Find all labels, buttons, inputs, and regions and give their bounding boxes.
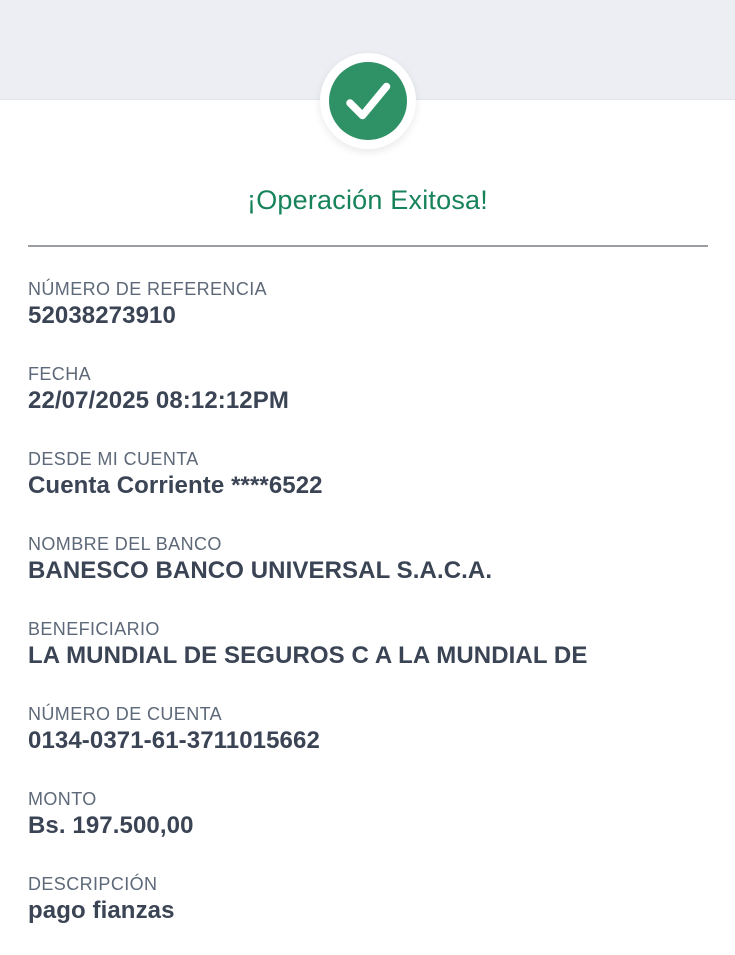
field-reference-number <box>28 278 707 331</box>
field-label: NÚMERO DE REFERENCIA <box>28 279 268 299</box>
field-value: BANESCO BANCO UNIVERSAL S.A.C.A. <box>28 557 493 584</box>
page-title: ¡Operación Exitosa! <box>247 185 488 215</box>
field-beneficiary <box>28 618 707 671</box>
field-label: DESCRIPCIÓN <box>28 874 158 894</box>
field-amount <box>28 788 707 841</box>
field-bank-name <box>28 533 707 586</box>
success-badge <box>320 53 416 149</box>
field-account-number <box>28 703 707 756</box>
field-value: 22/07/2025 08:12:12PM <box>28 387 289 414</box>
field-description <box>28 873 707 926</box>
field-label: NÚMERO DE CUENTA <box>28 704 223 724</box>
field-label: NOMBRE DEL BANCO <box>28 534 222 554</box>
field-value: LA MUNDIAL DE SEGUROS C A LA MUNDIAL DE <box>28 642 588 669</box>
field-date <box>28 363 707 416</box>
field-value: pago fianzas <box>28 897 175 924</box>
field-value: Cuenta Corriente ****6522 <box>28 472 323 499</box>
check-circle-icon <box>329 62 407 140</box>
field-value: Bs. 197.500,00 <box>28 812 194 839</box>
receipt-details <box>0 247 735 926</box>
field-label: BENEFICIARIO <box>28 619 160 639</box>
field-source-account <box>28 448 707 501</box>
field-label: MONTO <box>28 789 97 809</box>
field-value: 52038273910 <box>28 302 176 329</box>
field-label: FECHA <box>28 364 92 384</box>
field-value: 0134-0371-61-3711015662 <box>28 727 320 754</box>
field-label: DESDE MI CUENTA <box>28 449 199 469</box>
